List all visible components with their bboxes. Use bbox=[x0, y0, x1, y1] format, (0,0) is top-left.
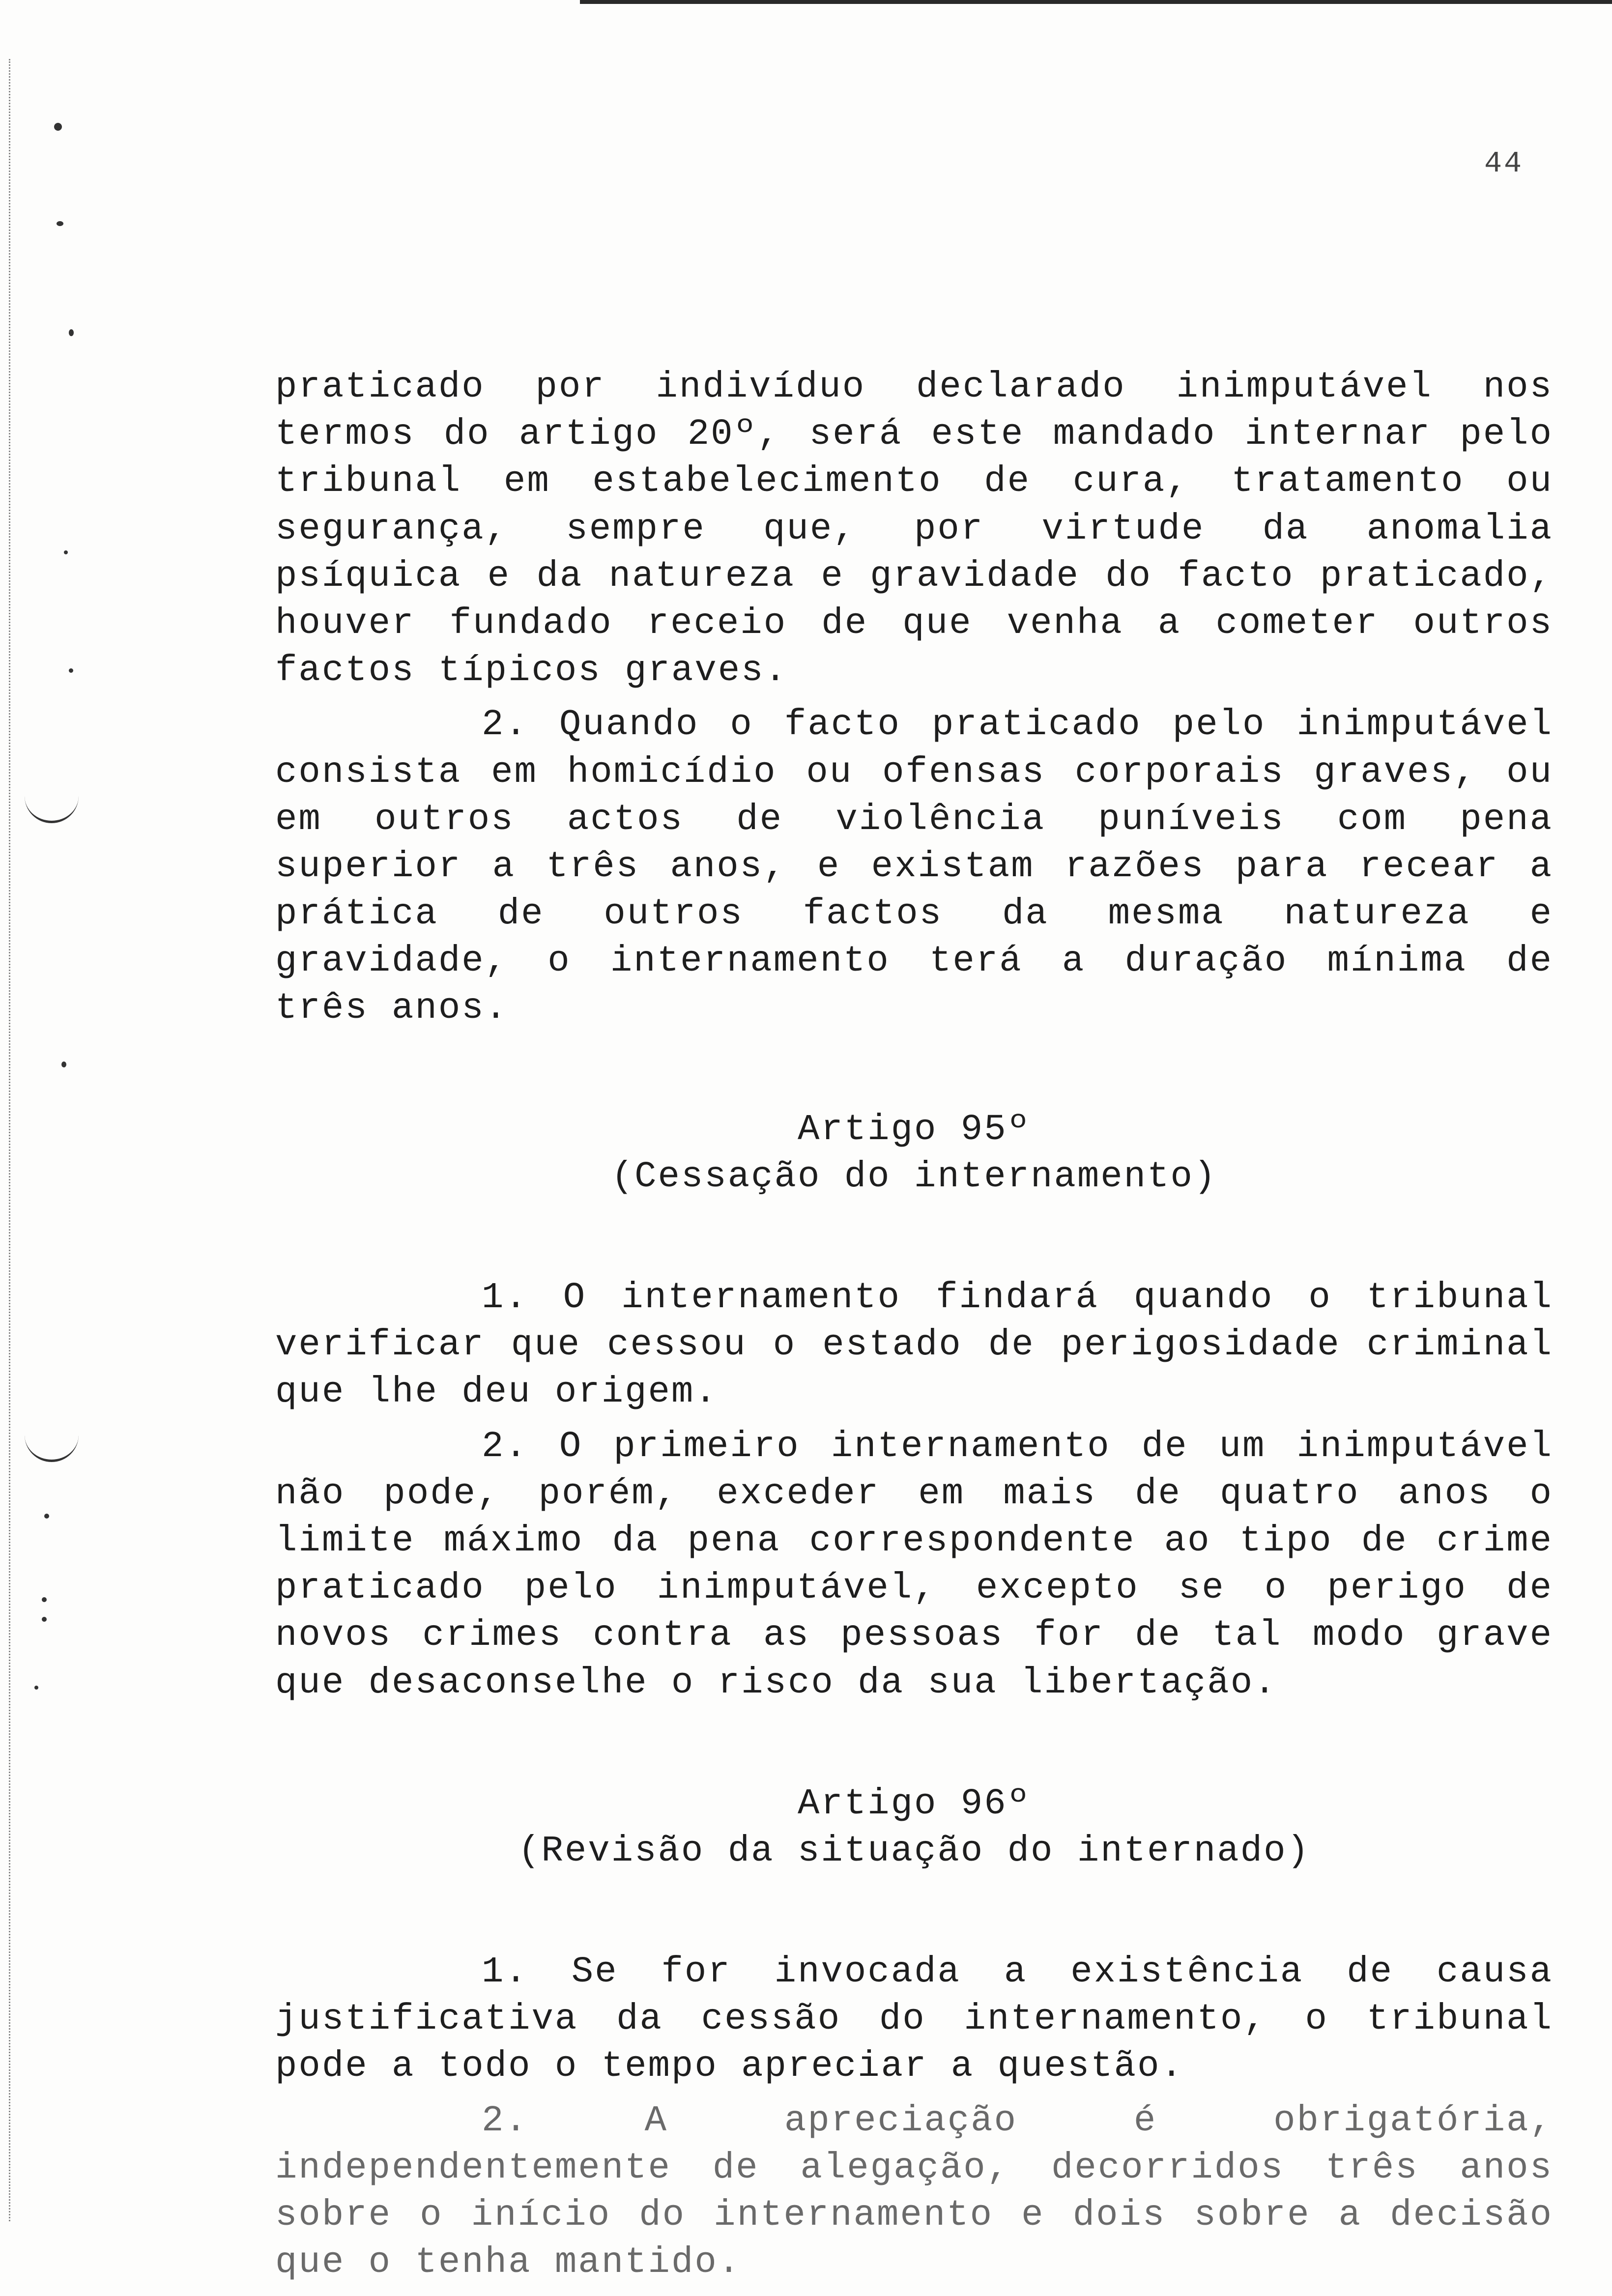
article-number: Artigo 95º bbox=[797, 1109, 1031, 1150]
document-body bbox=[275, 364, 1553, 2286]
continuation-paragraph: praticado por indivíduo declarado inimputável nos termos do artigo 20º, será este mandado internar pelo tribunal em estabelecimento de cura, tratamento ou segurança, sempre que, por virtude da anomalia psíquica e da natureza e gravidade do facto praticado, houver fundado receio de que venha a cometer outros factos típicos graves. bbox=[275, 367, 1553, 692]
margin-dot bbox=[69, 668, 73, 673]
margin-dot bbox=[64, 550, 68, 554]
margin-dot bbox=[57, 221, 63, 226]
article-paragraph: 2. O primeiro internamento de um inimputável não pode, porém, exceder em mais de quatro anos o limite máximo da pena correspondente ao tipo de crime praticado pelo inimputável, excepto se o perigo de novos crimes contra as pessoas for de tal modo grave que desaconselhe o risco da sua libertação. bbox=[275, 1426, 1553, 1704]
article-96 bbox=[275, 1780, 1553, 2287]
margin-dot bbox=[34, 1686, 38, 1690]
article-95 bbox=[275, 1106, 1553, 1707]
page-number: 44 bbox=[1484, 147, 1524, 181]
article-number: Artigo 96º bbox=[797, 1783, 1031, 1825]
article-heading: (Cessação do internamento) bbox=[611, 1156, 1217, 1198]
margin-dotted-line bbox=[9, 59, 10, 2221]
margin-dot bbox=[42, 1617, 47, 1622]
margin-dot bbox=[69, 329, 74, 336]
top-edge-rule bbox=[580, 0, 1612, 4]
binding-margin-marks bbox=[0, 0, 118, 2296]
binding-hole-mark bbox=[25, 786, 79, 823]
binding-hole-mark bbox=[25, 1425, 79, 1462]
article-heading: (Revisão da situação do internado) bbox=[518, 1830, 1310, 1872]
margin-dot bbox=[42, 1597, 47, 1602]
margin-dot bbox=[61, 1062, 66, 1067]
margin-dot bbox=[44, 1514, 49, 1519]
article-paragraph: 1. Se for invocada a existência de causa justificativa da cessão do internamento, o tribunal pode a todo o tempo apreciar a questão. bbox=[275, 1952, 1553, 2088]
continuation-paragraph-2: 2. Quando o facto praticado pelo inimputável consista em homicídio ou ofensas corporais graves, ou em outros actos de violência puníveis com pena superior a três anos, e existam razões para recear a prática de outros factos da mesma natureza e gravidade, o internamento terá a duração mínima de três anos. bbox=[275, 704, 1553, 1030]
article-paragraph: 2. A apreciação é obrigatória, independentemente de alegação, decorridos três anos sobre o início do internamento e dois sobre a decisão que o tenha mantido. bbox=[275, 2100, 1553, 2284]
article-paragraph: 1. O internamento findará quando o tribunal verificar que cessou o estado de perigosidade criminal que lhe deu origem. bbox=[275, 1277, 1553, 1413]
margin-dot bbox=[54, 123, 62, 131]
